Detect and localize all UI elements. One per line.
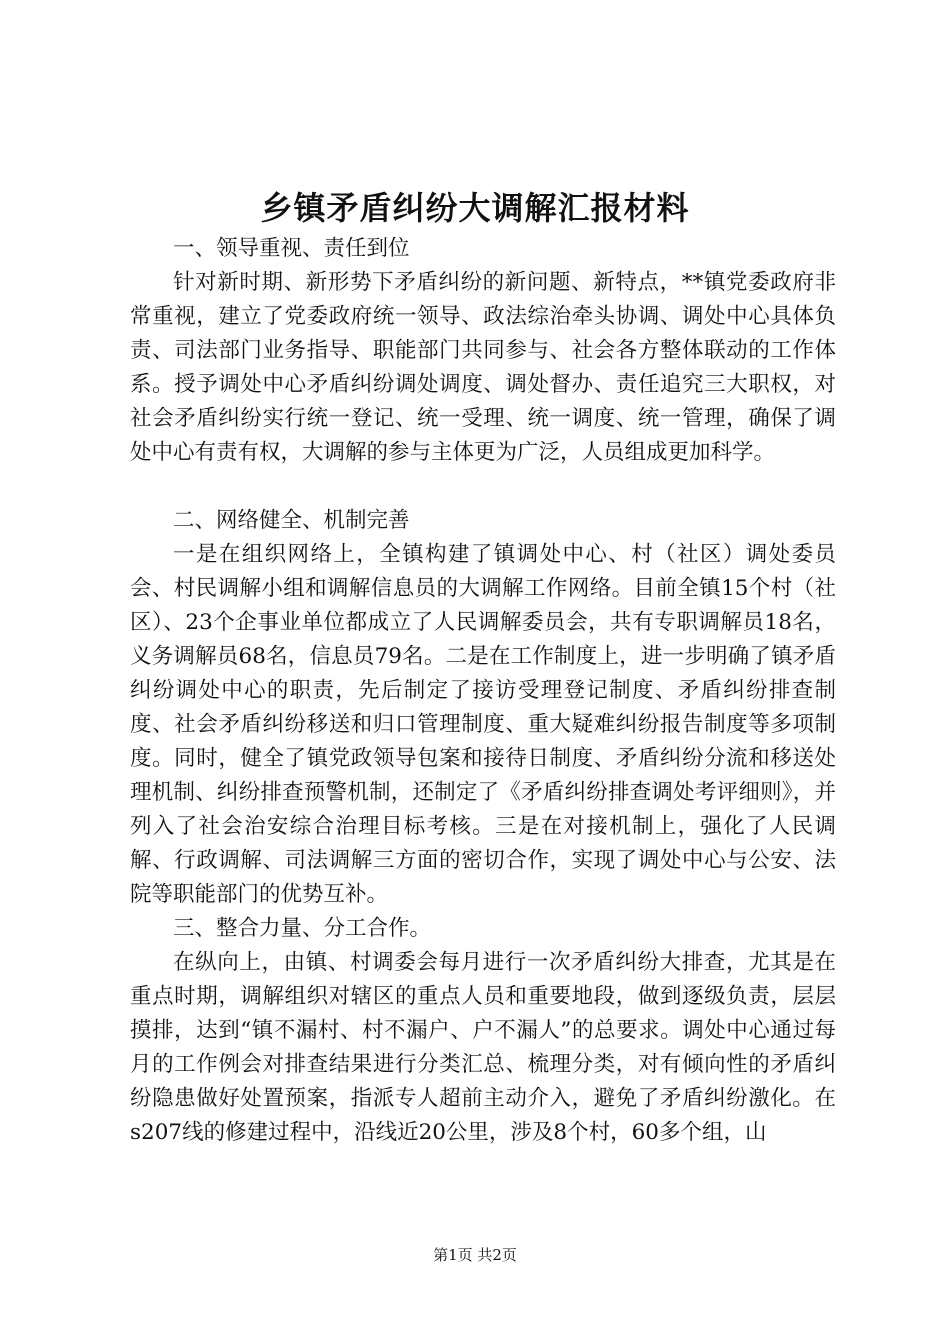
section-2-paragraph: 一是在组织网络上，全镇构建了镇调处中心、村（社区）调处委员会、村民调解小组和调解信息员的大调解工作网络。目前全镇15个村（社区）、23个企事业单位都成立了人民调解委员会，共有专职调解员18名，义务调解员68名，信息员79名。二是在工作制度上，进一步明确了镇矛盾纠纷调处中心的职责，先后制定了接访受理登记制度、矛盾纠纷排查制度、社会矛盾纠纷移送和归口管理制度、重大疑难纠纷报告制度等多项制度。同时，健全了镇党政领导包案和接待日制度、矛盾纠纷分流和移送处理机制、纠纷排查预警机制，还制定了《矛盾纠纷排查调处考评细则》，并列入了社会治安综合治理目标考核。三是在对接机制上，强化了人民调解、行政调解、司法调解三方面的密切合作，实现了调处中心与公安、法院等职能部门的优势互补。: [130, 542, 836, 907]
section-heading-1: 一、领导重视、责任到位: [173, 236, 410, 261]
document-title: 乡镇矛盾纠纷大调解汇报材料: [260, 189, 690, 227]
section-1-paragraph: 针对新时期、新形势下矛盾纠纷的新问题、新特点，**镇党委政府非常重视，建立了党委政府统一领导、政法综治牵头协调、调处中心具体负责、司法部门业务指导、职能部门共同参与、社会各方整体联动的工作体系。授予调处中心矛盾纠纷调处调度、调处督办、责任追究三大职权，对社会矛盾纠纷实行统一登记、统一受理、统一调度、统一管理，确保了调处中心有责有权，大调解的参与主体更为广泛，人员组成更加科学。: [130, 270, 836, 465]
section-3-paragraph: 在纵向上，由镇、村调委会每月进行一次矛盾纠纷大排查，尤其是在重点时期，调解组织对辖区的重点人员和重要地段，做到逐级负责，层层摸排，达到“镇不漏村、村不漏户、户不漏人”的总要求。调处中心通过每月的工作例会对排查结果进行分类汇总、梳理分类，对有倾向性的矛盾纠纷隐患做好处置预案，指派专人超前主动介入，避免了矛盾纠纷激化。在s207线的修建过程中，沿线近20公里，涉及8个村，60多个组，山: [130, 950, 836, 1145]
document-body: [130, 232, 836, 1150]
section-heading-3: 三、整合力量、分工合作。: [173, 916, 432, 941]
section-heading-2: 二、网络健全、机制完善: [173, 508, 410, 533]
paragraph-spacer: [130, 470, 836, 504]
page-footer: 第1页 共2页: [433, 1246, 517, 1264]
